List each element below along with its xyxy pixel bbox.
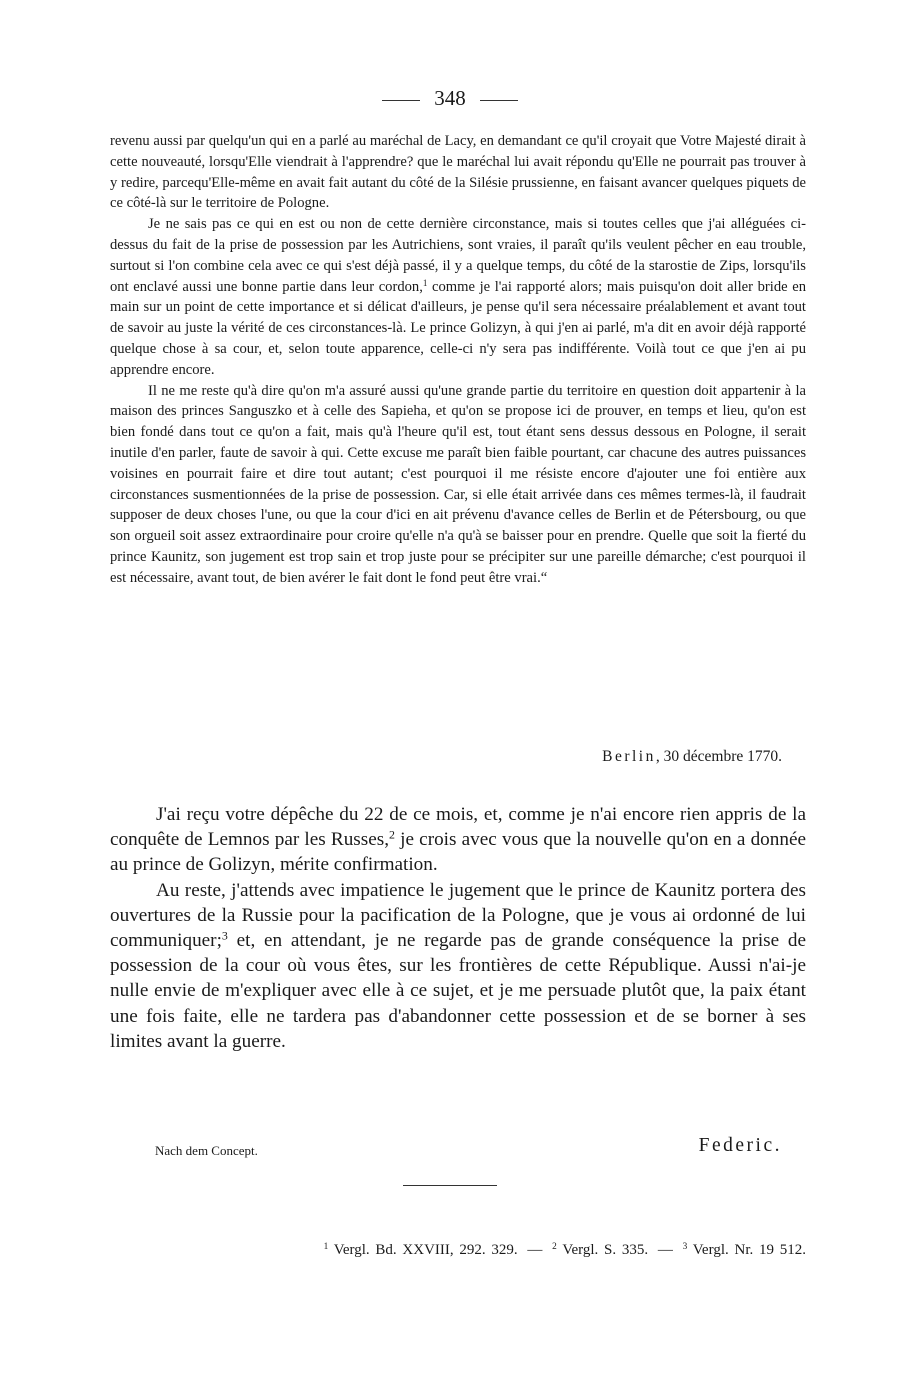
footnote-divider: — [657, 1242, 673, 1258]
letter-body [110, 802, 806, 1054]
footnote-divider: — [527, 1242, 543, 1258]
footnote-text: Vergl. S. 335. [562, 1242, 649, 1258]
letter-paragraph [110, 802, 806, 878]
quote-paragraph [110, 131, 806, 214]
footnote-marker: 3 [221, 928, 228, 943]
letter-text: et, en attendant, je ne regarde pas de grande conséquence la prise de possession de la cour où vous êtes, sur les frontières de cette République. Aussi n'ai-je nulle envie de m'expliquer avec elle à ce sujet, et je me persuade plutôt que, la paix étant une fois faite, elle ne tardera pas d'abandonner cette possession et de se borner à ses limites avant la guerre. [110, 930, 806, 1052]
footnote-marker: 2 [389, 827, 395, 842]
footnote-item [683, 1242, 806, 1258]
footnote-item [552, 1242, 648, 1258]
quote-text: comme je l'ai rapporté alors; mais puisqu'on doit aller bride en main sur un point de cette importance et si délicat d'ailleurs, je pense qu'il sera nécessaire préalablement et avant tout de savoir au juste la vérité de ces circonstances-là. Le prince Golizyn, à qui j'en ai parlé, m'a dit en avoir déjà rapporté quelque chose à sa cour, et, selon toute apparence, celle-ci n'y sera pas indifférente. Voilà tout ce que j'en ai pu apprendre encore. [110, 278, 806, 378]
header-rule-left [382, 100, 420, 101]
footnote-number: 3 [682, 1241, 688, 1252]
quote-text: Il ne me reste qu'à dire qu'on m'a assuré aussi qu'une grande partie du territoire en question doit appartenir à la maison des princes Sanguszko et à celle des Sapieha, et qu'on se propose ici de prouver, en temps et lieu, qu'on est bien fondé dans tout ce qu'on a fait, mais qu'à l'heure qu'il est, tout étant sens dessus dessous en Pologne, il serait inutile d'en parler, faute de savoir à qui. Cette excuse me paraît bien faible pourtant, car chacune des autres puissances voisines en pourrait faire et dire tout autant; c'est pourquoi il me résiste encore d'ajouter une foi entière aux circonstances susmentionnées de la prise de possession. Car, si elle était arrivée dans ces mêmes termes-là, il faudrait supposer de deux choses l'une, ou que la cour d'ici en ait prévenu d'avance celles de Berlin et de Pétersbourg, ou que son orgueil soit assez extraordinaire pour croire qu'elle n'a qu'à se baisser pour en prendre. Quelle que soit la fierté du prince Kaunitz, son jugement est trop sain et trop juste pour se précipiter sur une pareille démarche; c'est pourquoi il est nécessaire, avant tout, de bien avérer le fait dont le fond peut être vrai.“ [110, 382, 806, 586]
footnote-item [324, 1242, 518, 1258]
footnote-separator-rule [403, 1185, 497, 1186]
footnote-text: Vergl. Nr. 19 512. [692, 1242, 806, 1258]
quote-text: Je ne sais pas ce qui en est ou non de cette dernière circonstance, mais si toutes celles que j'ai alléguées ci-dessus du fait de la prise de possession par les Autrichiens, sont vraies, il paraît qu'ils veulent pêcher en eau trouble, surtout si l'on combine cela avec ce qui s'est déjà passé, il y a quelque temps, du côté de la starostie de Zips, lorsqu'ils ont enclavé aussi une bonne partie dans leur cordon, [110, 216, 806, 295]
quote-text: revenu aussi par quelqu'un qui en a parlé au maréchal de Lacy, en demandant ce qu'il croyait que Votre Majesté dirait à cette nouveauté, lorsqu'Elle viendrait à l'apprendre? que le maréchal lui avait répondu qu'Elle ne pourrait pas trouver à y redire, parcequ'Elle-même en avait fait autant du côté de la Silésie prussienne, en faisant avancer quelques piquets de ce côté-là sur le territoire de Pologne. [110, 133, 806, 212]
quote-paragraph [110, 381, 806, 589]
page-header [0, 86, 900, 110]
footnote-number: 2 [552, 1241, 557, 1252]
letter-text: J'ai reçu votre dépêche du 22 de ce mois, et, comme je n'ai encore rien appris de la conquête de Lemnos par les Russes, [110, 804, 806, 851]
quote-paragraph [110, 214, 806, 380]
letter-paragraph [110, 878, 806, 1054]
source-note: Nach dem Concept. [155, 1143, 258, 1158]
letter-text: Au reste, j'attends avec impatience le jugement que le prince de Kaunitz portera des ouvertures de la Russie pour la pacification de la Pologne, que je vous ai ordonné de lui communiquer; [110, 879, 806, 952]
report-quote [110, 131, 806, 589]
footnotes [110, 1239, 806, 1261]
footnote-number: 1 [323, 1241, 329, 1252]
letter-text: je crois avec vous que la nouvelle qu'on en a donnée au prince de Golizyn, mérite confirmation. [110, 829, 806, 876]
signature: Federic. [698, 1135, 782, 1156]
footnote-marker: 1 [422, 277, 428, 288]
dateline [110, 746, 782, 768]
dateline-date: , 30 décembre 1770. [655, 748, 782, 765]
page-number: 348 [434, 86, 466, 110]
header-rule-right [480, 100, 518, 101]
footnote-text: Vergl. Bd. XXVIII, 292. 329. [333, 1242, 518, 1258]
dateline-city: Berlin [602, 748, 656, 765]
